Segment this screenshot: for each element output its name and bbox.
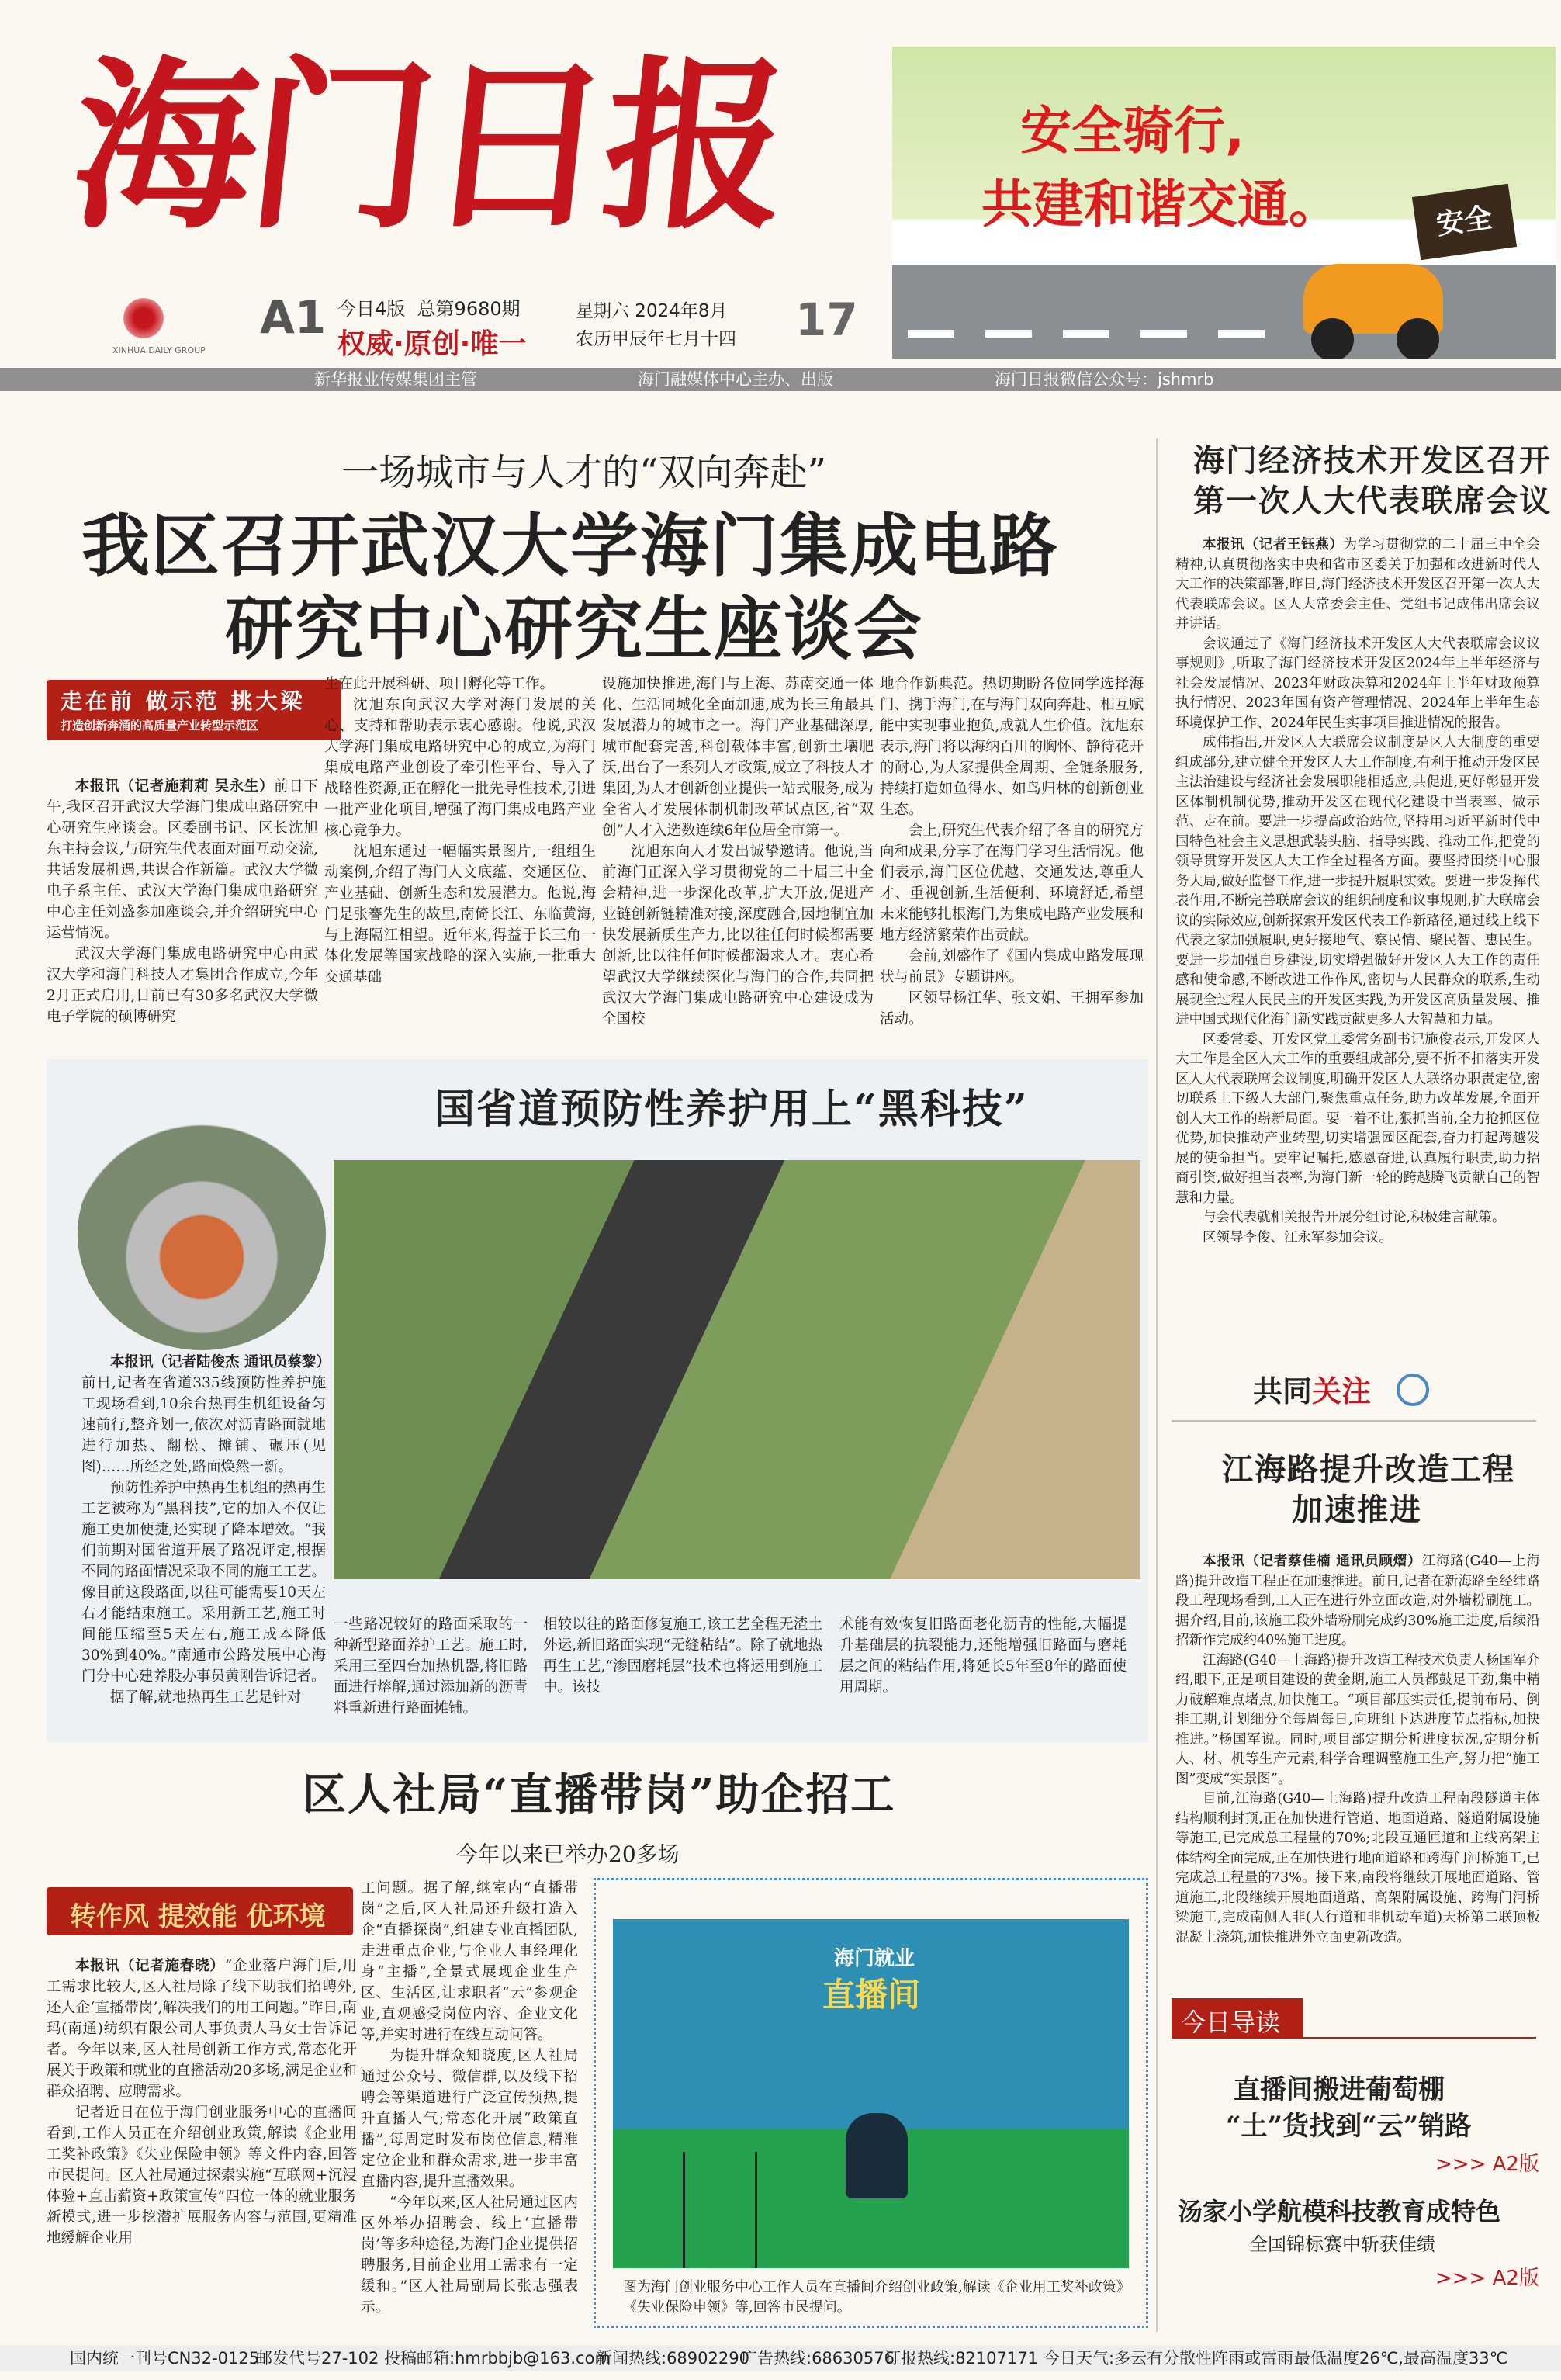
road-headline: 国省道预防性养护用上“黑科技” bbox=[434, 1086, 1029, 1133]
road-stripe bbox=[908, 330, 954, 338]
photo-caption: 图为海门创业服务中心工作人员在直播间介绍创业政策,解读《企业用工奖补政策》《失业保险申领》等,回答市民提问。 bbox=[623, 2279, 1123, 2316]
lead-headline-line2: 研究中心研究生座谈会 bbox=[225, 588, 924, 669]
guide-label bbox=[1172, 1998, 1303, 2039]
column-divider bbox=[1156, 438, 1158, 2332]
guide-divider bbox=[1303, 2037, 1536, 2039]
focus-byline: 本报讯（记者蔡佳楠 通讯员顾熠） bbox=[1203, 1554, 1422, 1569]
lead-paragraph: 武汉大学海门集成电路研究中心由武汉大学和海门科技人才集团合作成立,今年2月正式启用,目前已有30多名武汉大学微电子学院的硕博研究 bbox=[47, 946, 318, 1025]
focus-label bbox=[1253, 1367, 1371, 1410]
lead-paragraph: 生在此开展科研、项目孵化等工作。 bbox=[324, 676, 555, 692]
right-byline: 本报讯（记者王钰燕） bbox=[1203, 537, 1344, 553]
screen-subtitle: 直播间 bbox=[822, 1976, 921, 2014]
guide-item1-page[interactable]: >>> A2版 bbox=[1435, 2153, 1539, 2176]
lunar-date: 农历甲辰年七月十四 bbox=[576, 329, 736, 349]
topbar-center: 海门融媒体中心主办、出版 bbox=[638, 370, 833, 389]
newspaper-logo: 海门日报 bbox=[62, 38, 793, 254]
slogan: 权威·原创·唯一 bbox=[337, 328, 527, 360]
road-stripe bbox=[985, 330, 1032, 338]
guide-item2-sub: 全国锦标赛中斩获佳绩 bbox=[1249, 2233, 1435, 2255]
lead-paragraph: 地合作新典范。热切期盼各位同学选择海门、携手海门,在与海门双向奔赴、相互赋能中实现事业抱负,成就人生价值。沈旭东表示,海门将以海纳百川的胸怀、静待花开的耐心,为大家提供全周期、全链条服务,持续打造如鱼得水、如鸟归林的创新创业生态。 bbox=[880, 676, 1144, 818]
guide-item1-line2: “土”货找到“云”销路 bbox=[1226, 2111, 1472, 2142]
presenter-figure bbox=[846, 2113, 908, 2198]
issue-number: 总第9680期 bbox=[417, 298, 521, 320]
guide-label-text: 今日导读 bbox=[1181, 2008, 1281, 2037]
hr-banner-text: 转作风 提效能 优环境 bbox=[70, 1901, 326, 1932]
top-info-bar bbox=[0, 368, 1561, 391]
hr-subhead: 今年以来已举办20多场 bbox=[456, 1841, 680, 1867]
hr-column-1 bbox=[47, 1956, 357, 2249]
focus-label-red: 关注 bbox=[1312, 1374, 1372, 1408]
topbar-left: 新华报业传媒集团主管 bbox=[314, 370, 477, 389]
focus-paragraph: 江海路(G40—上海路)提升改造工程正在加速推进。前日,记者在新海路至经纬路段工程现场看到,工人正在进行外立面改造,对外墙粉刷施工。据介绍,目前,该施工段外墙粉刷完成约30%施工进度,后续沿招新作完成约40%施工进度。 bbox=[1175, 1554, 1541, 1648]
xinhua-logo-text: XINHUA DAILY GROUP bbox=[112, 345, 206, 355]
issue-info bbox=[337, 293, 521, 320]
hr-headline: 区人社局“直播带岗”助企招工 bbox=[303, 1769, 896, 1821]
ad-sign: 安全 bbox=[1412, 184, 1517, 261]
lead-paragraph: 沈旭东向武汉大学对海门发展的关心、支持和帮助表示衷心感谢。他说,武汉大学海门集成电路研究中心的成立,为海门集成电路产业创设了牵引性平台、导入了战略性资源,正在孵化一批先导性技术,引进一批产业化项目,增强了海门集成电路产业核心竞争力。 bbox=[324, 697, 596, 839]
campaign-banner-text: 走在前 做示范 挑大梁 bbox=[61, 688, 306, 714]
road-stripe bbox=[1218, 330, 1265, 338]
focus-column bbox=[1175, 1552, 1540, 1948]
topbar-right: 海门日报微信公众号：jshmrb bbox=[995, 370, 1214, 389]
lead-byline: 本报讯（记者施莉莉 吴永生） bbox=[75, 778, 275, 795]
hr-column-2 bbox=[361, 1878, 578, 2318]
right-paragraph: 区领导李俊、江永军参加会议。 bbox=[1203, 1229, 1393, 1245]
right-paragraph: 区委常委、开发区党工委常务副书记施俊表示,开发区人大工作是全区人大工作的重要组成部分,要不折不扣落实开发区人大代表联席会议制度,明确开发区人大联络办职责定位,密切联系上下级人大部门,聚焦重点任务,助力改革发展,全面开创人大工作的崭新局面。要一着不让,狠抓当前,全力抢抓区位优势,加快推动产业转型,切实增强园区配套,奋力打起跨越发展的使命担当。要牢记嘱托,感恩奋进,认真履行职责,助力招商引资,做好担当表率,为海门新一轮的跨越腾飞贡献自己的智慧和力量。 bbox=[1175, 1031, 1540, 1206]
right-paragraph: 为学习贯彻党的二十届三中全会精神,认真贯彻落实中央和省市区委关于加强和改进新时代人大工作的决策部署,昨日,海门经济技术开发区召开第一次人大代表联席会议。区人大常委会主任、党组书记成伟出席会议并讲话。 bbox=[1175, 537, 1541, 632]
wheel-icon bbox=[1397, 318, 1439, 359]
hr-paragraph: 工问题。据了解,继室内“直播带岗”之后,区人社局还升级打造入企“直播探岗”,组建专业直播团队,走进重点企业,与企业人事经理化身“主播”,全景式展现企业生产区、生活区,让求职者“云”参观企业,直观感受岗位内容、企业文化等,并实时进行在线互动问答。 bbox=[361, 1880, 578, 2043]
pages-count: 今日4版 bbox=[337, 298, 406, 320]
right-top-column bbox=[1175, 535, 1540, 1248]
guide-item2-page[interactable]: >>> A2版 bbox=[1435, 2267, 1539, 2290]
road-column-2 bbox=[334, 1614, 528, 1719]
lead-column-4 bbox=[880, 674, 1144, 1030]
lead-kicker: 一场城市与人才的“双向奔赴” bbox=[341, 451, 827, 494]
lead-paragraph: 区领导杨江华、张文娟、王拥军参加活动。 bbox=[880, 990, 1144, 1027]
wheel-icon bbox=[1311, 318, 1354, 359]
news-hotline: 新闻热线:68902290 bbox=[596, 2349, 749, 2368]
livestream-photo-box bbox=[594, 1878, 1148, 2328]
road-roller-photo bbox=[78, 1117, 326, 1350]
hr-paragraph: “企业落户海门后,用工需求比较大,区人社局除了线下助我们招聘外,还人企‘直播带岗’,解决我们的用工问题。”昨日,南玛(南通)纺织有限公司人事负责人马女士告诉记者。今年以来,区人社局创新工作方式,常态化开展关于政策和就业的直播活动20多场,满足企业和群众招聘、应聘需求。 bbox=[47, 1958, 357, 2100]
ad-line-1: 安全骑行, bbox=[1020, 101, 1245, 161]
lead-paragraph: 前日下午,我区召开武汉大学海门集成电路研究中心研究生座谈会。区委副书记、区长沈旭东主持会议,与研究生代表面对面互动交流,共话发展机遇,共谋合作新篇。武汉大学微电子系主任、武汉大学海门集成电路研究中心主任刘盛参加座谈会,并介绍研究中心运营情况。 bbox=[47, 778, 318, 941]
campaign-banner-sub: 打造创新奔涌的高质量产业转型示范区 bbox=[61, 719, 259, 733]
hr-byline: 本报讯（记者施春晓） bbox=[75, 1958, 225, 1974]
lead-column-2 bbox=[324, 674, 596, 988]
road-column-1 bbox=[81, 1352, 331, 1708]
focus-paragraph: 目前,江海路(G40—上海路)提升改造工程南段隧道主体结构顺利封顶,正在加快进行管道、地面道路、隧道附属设施等施工,已完成总工程量的70%;北段互通匝道和主线高架主体结构全面完成,正在加快进行地面道路和跨海门河桥施工,已完成总工程量的73%。接下来,南段将继续开展地面道路、管道施工,北段继续开展地面道路、高架附属设施、跨海门河桥梁施工,完成南侧人非(人行道和非机动车道)天桥第二联顶板混凝土浇筑,加快推进外立面更新改造。 bbox=[1175, 1791, 1540, 1945]
road-paragraph: 预防性养护中热再生机组的热再生工艺被称为“黑科技”,它的加入不仅让施工更加便捷,还实现了降本增效。“我们前期对国省道开展了路况评定,根据不同的路面情况采取不同的施工工艺。像目前这段路面,以往可能需要10天左右才能结束施工。采用新工艺,施工时间能压缩至5天左右,施工成本降低30%到40%。”南通市公路发展中心海门分中心建养股办事员黄刚告诉记者。 bbox=[81, 1480, 326, 1685]
focus-headline-line2: 加速推进 bbox=[1292, 1491, 1422, 1528]
hr-paragraph: “今年以来,区人社局通过区内区外举办招聘会、线上‘直播带岗’等多种途径,为海门企业提供招聘服务,目前企业用工需求有一定缓和。”区人社局副局长张志强表示。 bbox=[361, 2195, 578, 2316]
day-number: 17 bbox=[795, 293, 858, 346]
right-paragraph: 成伟指出,开发区人大联席会议制度是区人大制度的重要组成部分,建立健全开发区人大工作制度,有利于推动开发区民主法治建设与经济社会发展职能相适应,共促进,更好彰显开发区体制机制优势,推动开发区在现代化建设中当表率、做示范、走在前。要进一步提高政治站位,坚持用习近平新时代中国特色社会主义思想武装头脑、指导实践、推动工作,把党的领导贯穿开发区人大工作全过程各方面。要坚持围绕中心服务大局,做好监督工作,进一步提升履职实效。要进一步发挥代表作用,不断完善联席会议的组织制度和议事规则,扩大联席会议的实际效应,创新探索开发区代表工作新路径,通过线上线下代表之家加强履职,更好接地气、察民情、聚民智、惠民生。要进一步加强自身建设,切实增强做好开发区人大工作的责任感和使命感,不断改进工作作风,密切与人民群众的联系,生动展现全过程人民民主的开发区实践,为开发区高质量发展、推进中国式现代化海门新实践贡献更多人大智慧和力量。 bbox=[1175, 735, 1540, 1027]
right-paragraph: 会议通过了《海门经济技术开发区人大代表联席会议议事规则》,听取了海门经济技术开发区2024年上半年经济与社会发展情况、2023年财政决算和2024年上半年财政预算执行情况、2023年国有资产管理情况、2024年上半年生态环境保护工作、2024年民生实事项目推进情况的报告。 bbox=[1175, 636, 1540, 731]
road-paragraph: 一些路况较好的路面采取的一种新型路面养护工艺。施工时,采用三至四台加热机器,将旧路面进行熔解,通过添加新的沥青料重新进行路面摊铺。 bbox=[334, 1616, 528, 1717]
hr-banner bbox=[47, 1887, 353, 1935]
road-paragraph: 术能有效恢复旧路面老化沥青的性能,大幅提升基础层的抗裂能力,还能增强旧路面与磨耗层之间的粘结作用,将延长5年至8年的路面使用周期。 bbox=[839, 1616, 1127, 1696]
hr-paragraph: 为提升群众知晓度,区人社局通过公众号、微信群,以及线下招聘会等渠道进行广泛宣传预热,提升直播人气;常态化开展“政策直播”,每周定时发布岗位信息,精准定位企业和群众需求,进一步丰富直播内容,提升直播效果。 bbox=[361, 2048, 578, 2190]
focus-label-black: 共同 bbox=[1253, 1374, 1313, 1408]
aerial-road-photo bbox=[334, 1160, 1140, 1579]
road-paragraph: 前日,记者在省道335线预防性养护施工现场看到,10余台热再生机组设备匀速前行,整齐划一,依次对沥青路面就地进行加热、翻松、摊铺、碾压(见图)……所经之处,路面焕然一新。 bbox=[81, 1375, 326, 1475]
temperature: 最低温度26℃,最高温度33℃ bbox=[1294, 2349, 1508, 2368]
lead-paragraph: 沈旭东向人才发出诚挚邀请。他说,当前海门正深入学习贯彻党的二十届三中全会精神,进一步深化改革,扩大开放,促进产业链创新链精准对接,深度融合,因地制宜加快发展新质生产力,比以往任何时候都需要创新,比以往任何时候都渴求人才。衷心希望武汉大学继续深化与海门的合作,共同把武汉大学海门集成电路研究中心建设成为全国校 bbox=[602, 844, 874, 1027]
lead-column-1 bbox=[47, 776, 318, 1027]
lead-column-3 bbox=[602, 674, 874, 1030]
lead-paragraph: 会上,研究生代表介绍了各自的研究方向和成果,分享了在海门学习生活情况。他们表示,海门区位优越、交通发达,尊重人才、重视创新,生活便利、环境舒适,希望未来能够扎根海门,为集成电路产业发展和地方经济繁荣作出贡献。 bbox=[880, 823, 1144, 944]
right-paragraph: 与会代表就相关报告开展分组讨论,积极建言献策。 bbox=[1203, 1210, 1506, 1225]
lead-paragraph: 设施加快推进,海门与上海、苏南交通一体化、生活同城化全面加速,成为长三角最具发展潜力的城市之一。海门产业基础深厚,城市配套完善,科创载体丰富,创新土壤肥沃,出台了一系列人才政策,成立了科技人才集团,为人才创新创业提供一站式服务,成为全省人才发展体制机制改革试点区,省“双创”人才入选数连续6年位居全市第一。 bbox=[602, 676, 874, 839]
road-stripe bbox=[1140, 330, 1187, 338]
right-headline-line2: 第一次人大代表联席会议 bbox=[1193, 483, 1552, 519]
right-headline-line1: 海门经济技术开发区召开 bbox=[1193, 442, 1552, 479]
road-paragraph: 相较以往的路面修复施工,该工艺全程无渣土外运,新旧路面实现“无缝粘结”。除了就地热再生工艺,“渗固磨耗层”技术也将运用到施工中。该技 bbox=[543, 1616, 822, 1696]
guide-item2-title: 汤家小学航模科技教育成特色 bbox=[1178, 2197, 1501, 2226]
livestream-photo bbox=[613, 1919, 1129, 2268]
edition-number: A1 bbox=[260, 291, 327, 344]
road-column-4 bbox=[839, 1614, 1127, 1698]
lead-paragraph: 沈旭东通过一幅幅实景图片,一组组生动案例,介绍了海门人文底蕴、交通区位、产业基础、创新生态和发展潜力。他说,海门是张謇先生的故里,南倚长江、东临黄海,与上海隔江相望。近年来,得益于长三角一体化发展等国家战略的深入实施,一批重大交通基础 bbox=[324, 844, 596, 986]
guide-item1-line1: 直播间搬进葡萄棚 bbox=[1234, 2074, 1445, 2105]
lead-headline-line1: 我区召开武汉大学海门集成电路 bbox=[81, 505, 1060, 586]
lead-paragraph: 会前,刘盛作了《国内集成电路发展现状与前景》专题讲座。 bbox=[880, 948, 1144, 986]
hr-paragraph: 记者近日在位于海门创业服务中心的直播间看到,工作人员正在介绍创业政策,解读《企业用工奖补政策》《失业保险申领》等文件内容,回答市民提问。区人社局通过探索实施“互联网+沉浸体验+直击薪资+政策宣传”四位一体的就业服务新模式,进一步挖潜扩展服务内容与范围,更精准地缓解企业用 bbox=[47, 2105, 357, 2247]
weather: 今日天气:多云有分散性阵雨或雷雨 bbox=[1044, 2349, 1294, 2368]
safety-ad bbox=[892, 47, 1556, 359]
focus-divider bbox=[1172, 1420, 1536, 1422]
ad-line-2: 共建和谐交通。 bbox=[981, 175, 1340, 234]
road-paragraph: 据了解,就地热再生工艺是针对 bbox=[110, 1689, 302, 1706]
campaign-banner bbox=[47, 680, 341, 740]
ad-hotline: 广告热线:68630576 bbox=[741, 2349, 895, 2368]
focus-headline-line1: 江海路提升改造工程 bbox=[1222, 1451, 1515, 1488]
cn-number: 国内统一刊号CN32-0125 bbox=[70, 2349, 260, 2368]
bottom-info-bar bbox=[0, 2345, 1561, 2371]
subscription-hotline: 订报热线:82107171 bbox=[884, 2349, 1038, 2368]
submission-email: 投稿邮箱:hmrbbjb@163.com bbox=[384, 2349, 611, 2368]
post-code: 邮发代号27-102 bbox=[256, 2349, 379, 2368]
road-column-3 bbox=[543, 1614, 822, 1698]
road-byline: 本报讯（记者陆俊杰 通讯员蔡黎） bbox=[110, 1354, 331, 1370]
road-stripe bbox=[1063, 330, 1109, 338]
focus-paragraph: 江海路(G40—上海路)提升改造工程技术负责人杨国军介绍,眼下,正是项目建设的黄金期,施工人员都鼓足干劲,集中精力破解难点堵点,加快施工。“项目部压实责任,提前布局、倒排工期,计划细分至每周每日,向班组下达进度节点指标,加快推进。”杨国军说。同时,项目部定期分析进度状况,定期分析人、材、机等生产元素,科学合理调整施工生产,努力把“施工图”变成“实景图”。 bbox=[1175, 1652, 1540, 1787]
weekday-date: 星期六 2024年8月 bbox=[576, 301, 728, 321]
tripod-icon bbox=[683, 2152, 757, 2268]
magnifier-icon bbox=[1397, 1374, 1429, 1406]
xinhua-logo-icon bbox=[120, 295, 167, 341]
screen-title: 海门就业 bbox=[834, 1947, 915, 1970]
